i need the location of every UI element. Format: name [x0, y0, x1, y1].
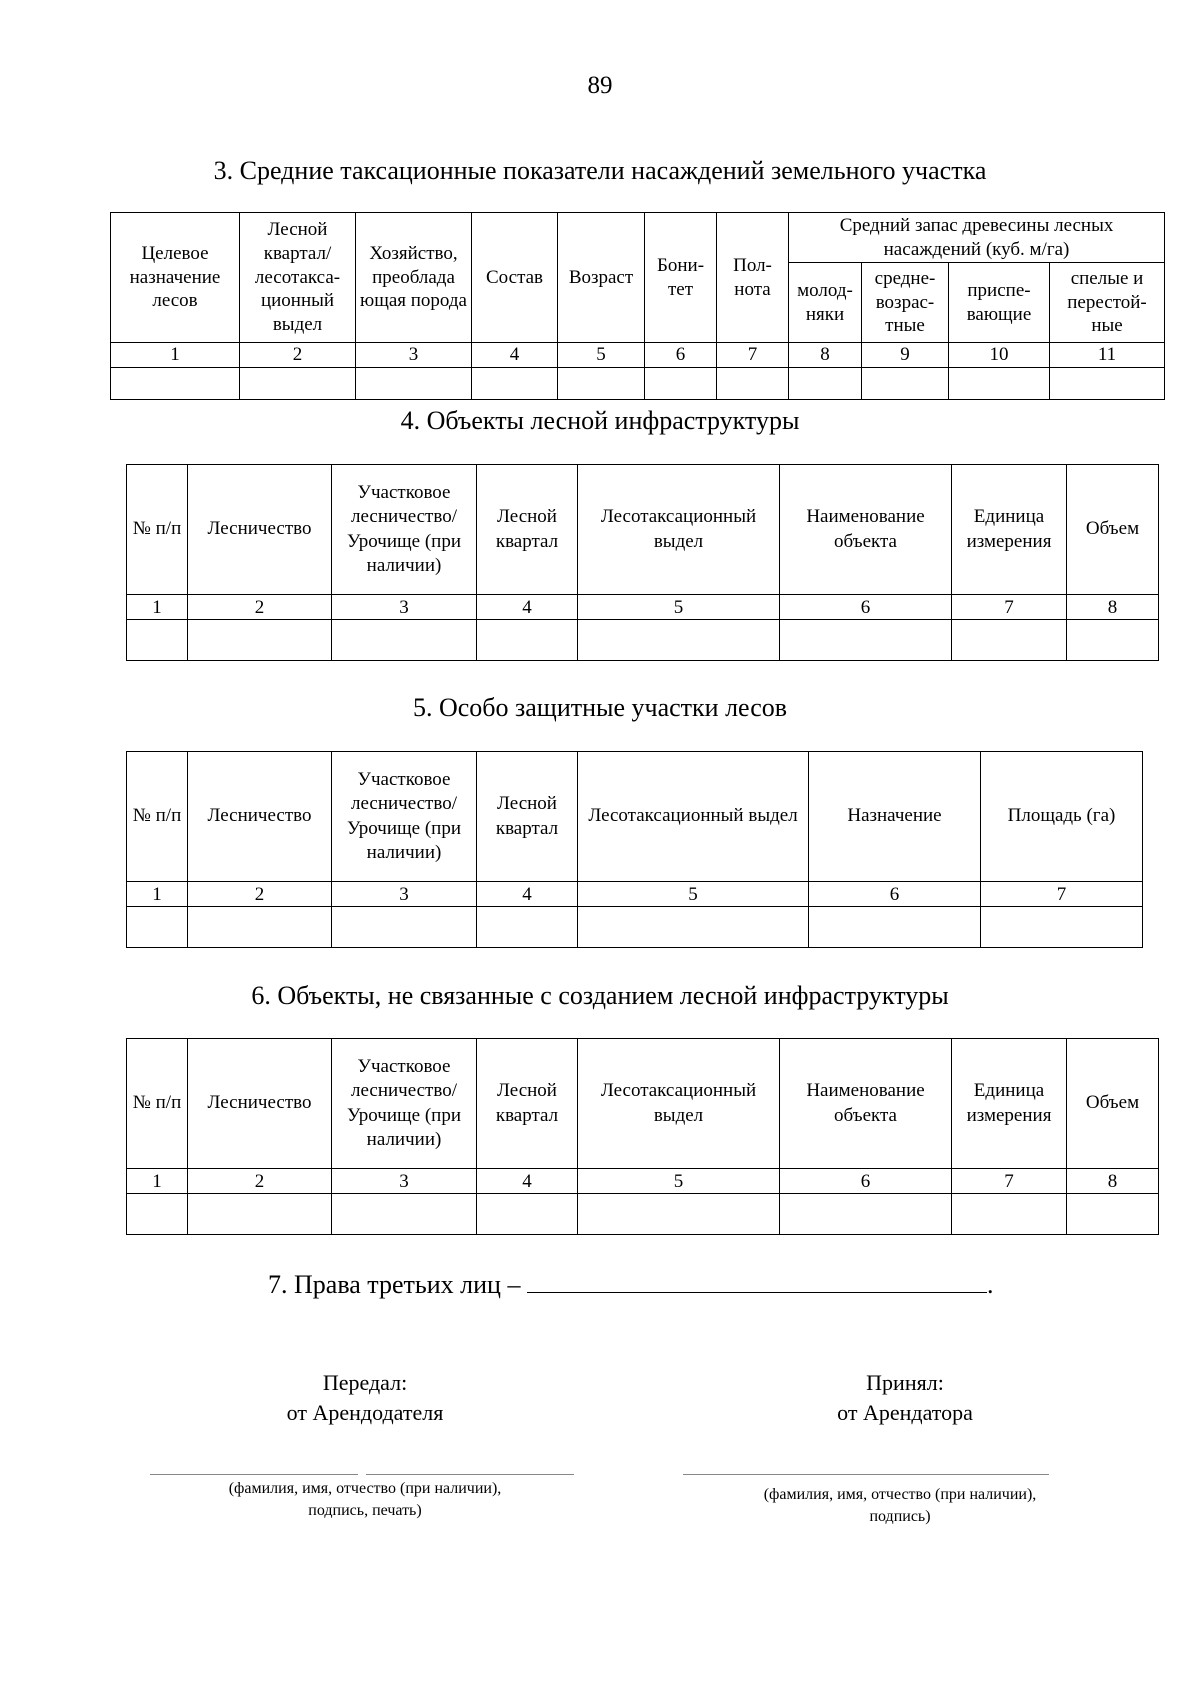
header-forest-quarter: Лесной квартал	[477, 1039, 578, 1169]
column-number: 3	[332, 882, 477, 907]
column-number: 1	[111, 343, 240, 368]
header-district-forestry: Участковое лесничество/ Урочище (при наличии)	[332, 465, 477, 595]
column-number: 2	[188, 882, 332, 907]
header-young: молод-няки	[789, 263, 862, 343]
header-volume: Объем	[1067, 1039, 1159, 1169]
signature-block-lessee	[780, 1368, 1030, 1428]
column-number: 11	[1050, 343, 1165, 368]
signature-block-lessor	[240, 1368, 490, 1428]
column-number: 4	[472, 343, 558, 368]
column-numbers-row	[111, 343, 1165, 368]
column-number: 6	[780, 1169, 952, 1194]
header-unit: Единица измерения	[952, 1039, 1067, 1169]
signature-line-lessor-name	[150, 1474, 358, 1475]
column-number: 5	[578, 595, 780, 620]
header-forest-quarter: Лесной квартал	[477, 752, 578, 882]
column-number: 7	[952, 1169, 1067, 1194]
column-number: 3	[356, 343, 472, 368]
third-party-rights	[268, 1266, 993, 1300]
signature-note-lessee	[690, 1484, 1110, 1529]
header-taxation-section: Лесотаксационный выдел	[578, 465, 780, 595]
section-4-title: 4. Объекты лесной инфраструктуры	[400, 406, 800, 435]
header-density: Пол-нота	[717, 213, 789, 343]
signature-note-line: подпись)	[869, 1508, 931, 1526]
third-party-rights-end: .	[986, 1270, 994, 1299]
header-average-timber-stock: Средний запас древесины лесных насаждений (куб. м/га)	[789, 213, 1165, 263]
column-number: 3	[332, 1169, 477, 1194]
header-taxation-section: Лесотаксационный выдел	[578, 752, 809, 882]
column-number: 9	[862, 343, 949, 368]
table-non-infrastructure-objects	[126, 1038, 1159, 1235]
column-number: 7	[717, 343, 789, 368]
empty-data-row	[127, 620, 1159, 661]
header-middle-aged: средне-возрас-тные	[862, 263, 949, 343]
header-mature-overmature: спелые и перестой-ные	[1050, 263, 1165, 343]
signature-line-lessee	[683, 1474, 1049, 1475]
header-forestry: Лесничество	[188, 1039, 332, 1169]
signature-line-lessor-sign	[366, 1474, 574, 1475]
column-number: 1	[127, 595, 188, 620]
column-numbers-row	[127, 595, 1159, 620]
header-row-number: № п/п	[127, 1039, 188, 1169]
header-target-purpose: Целевое назначение лесов	[111, 213, 240, 343]
section-3-title: 3. Средние таксационные показатели насаждений земельного участка	[213, 156, 987, 185]
table-stand-indicators	[110, 212, 1165, 400]
column-number: 6	[809, 882, 981, 907]
header-object-name: Наименование объекта	[780, 1039, 952, 1169]
transferred-label: Передал:	[322, 1370, 408, 1395]
header-dominant-species: Хозяйство, преоблада ющая порода	[356, 213, 472, 343]
header-row-number: № п/п	[127, 752, 188, 882]
column-number: 2	[240, 343, 356, 368]
header-object-name: Наименование объекта	[780, 465, 952, 595]
empty-data-row	[127, 1194, 1159, 1235]
column-number: 8	[1067, 1169, 1159, 1194]
column-number: 10	[949, 343, 1050, 368]
header-district-forestry: Участковое лесничество/ Урочище (при наличии)	[332, 752, 477, 882]
column-numbers-row	[127, 882, 1143, 907]
column-number: 4	[477, 882, 578, 907]
third-party-rights-label: 7. Права третьих лиц –	[268, 1270, 521, 1299]
header-composition: Состав	[472, 213, 558, 343]
section-6-title: 6. Объекты, не связанные с созданием лесной инфраструктуры	[251, 981, 949, 1010]
third-party-rights-blank	[527, 1266, 987, 1293]
column-number: 5	[578, 1169, 780, 1194]
header-quarter-section: Лесной квартал/ лесотакса-ционный выдел	[240, 213, 356, 343]
empty-data-row	[111, 368, 1165, 400]
from-lessor-label: от Арендодателя	[286, 1399, 444, 1425]
from-lessee-label: от Арендатора	[837, 1399, 973, 1425]
column-number: 3	[332, 595, 477, 620]
column-number: 4	[477, 595, 578, 620]
header-bonitet: Бони-тет	[645, 213, 717, 343]
signature-note-line: (фамилия, имя, отчество (при наличии),	[763, 1486, 1037, 1503]
header-district-forestry: Участковое лесничество/ Урочище (при наличии)	[332, 1039, 477, 1169]
column-number: 6	[780, 595, 952, 620]
header-volume: Объем	[1067, 465, 1159, 595]
empty-data-row	[127, 907, 1143, 948]
header-age: Возраст	[558, 213, 645, 343]
column-number: 8	[1067, 595, 1159, 620]
column-number: 2	[188, 595, 332, 620]
header-area: Площадь (га)	[981, 752, 1143, 882]
header-forest-quarter: Лесной квартал	[477, 465, 578, 595]
table-forest-infrastructure	[126, 464, 1159, 661]
column-number: 2	[188, 1169, 332, 1194]
table-protective-areas	[126, 751, 1143, 948]
column-number: 5	[578, 882, 809, 907]
column-number: 1	[127, 882, 188, 907]
column-number: 7	[952, 595, 1067, 620]
signature-note-lessor	[160, 1478, 570, 1523]
header-row-number: № п/п	[127, 465, 188, 595]
signature-note-line: подпись, печать)	[308, 1502, 422, 1520]
page-number: 89	[587, 72, 613, 99]
column-number: 7	[981, 882, 1143, 907]
header-maturing: приспе-вающие	[949, 263, 1050, 343]
signature-note-line: (фамилия, имя, отчество (при наличии),	[228, 1480, 502, 1497]
column-number: 8	[789, 343, 862, 368]
column-number: 4	[477, 1169, 578, 1194]
accepted-label: Принял:	[866, 1370, 944, 1395]
section-5-title: 5. Особо защитные участки лесов	[412, 693, 788, 722]
header-forestry: Лесничество	[188, 465, 332, 595]
header-forestry: Лесничество	[188, 752, 332, 882]
column-numbers-row	[127, 1169, 1159, 1194]
column-number: 5	[558, 343, 645, 368]
header-unit: Единица измерения	[952, 465, 1067, 595]
header-purpose: Назначение	[809, 752, 981, 882]
header-taxation-section: Лесотаксационный выдел	[578, 1039, 780, 1169]
column-number: 6	[645, 343, 717, 368]
column-number: 1	[127, 1169, 188, 1194]
